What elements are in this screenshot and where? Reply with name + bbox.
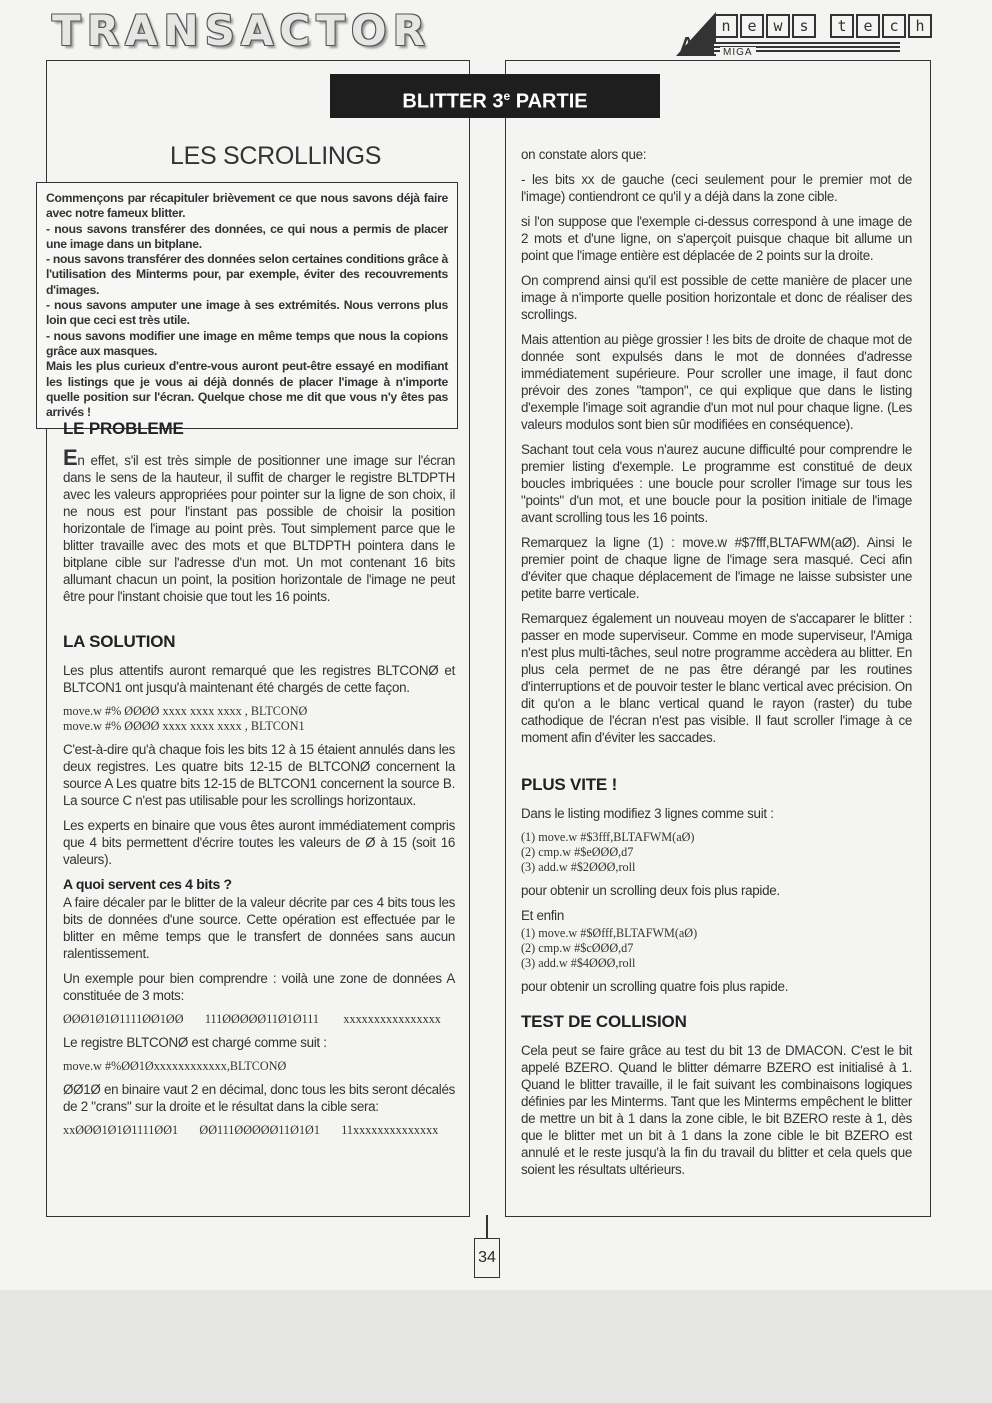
logo-letter: s (792, 14, 816, 38)
collision-paragraph: Cela peut se faire grâce au test du bit 13 de DMACON. C'est le bit appelé BZERO. Quand le blitter démarre BZERO est initialisé à 1. Quand le blitter travaille, il le fait suivant les combinaisons logiques définies par les Minterms. Tant que les Minterms empêchent le blitter de mettre un bit à 1 dans la zone cible, le bit BZERO reste à 1, dès que le blitter met un bit à 1 dans la zone cible le bit BZERO est annulé et le reste jusqu'à la fin du travail du blitter et cela quels que soient les résultats ultérieurs. (521, 1043, 912, 1177)
code-line: (1) move.w #$Øfff,BLTAFWM(aØ) (521, 926, 698, 940)
code-line: xxØØØ1Ø1Ø1111ØØ1 ØØ111ØØØØØ11Ø1Ø1 11xxxxxxxxxxxxxx (63, 1123, 439, 1137)
right-paragraph: Remarquez également un nouveau moyen de s'accaparer le blitter : passer en mode superviseur. Comme en mode superviseur, l'Amiga n'est plus multi-tâches, seul notre programme accèdera au blitter. En plus cela permet de ne pas être dérangé par les routines d'interruptions et de pouvoir tester le blanc vertical avec précision. On dit qu'on a le blanc vertical quand le rayon (raster) du tube cathodique de l'écran n'est pas visible. Il faut scroller l'image à ce moment afin d'éviter les saccades. (521, 611, 912, 745)
right-paragraph: Mais attention au piège grossier ! les bits de droite de chaque mot de donnée sont expulsés dans le mot de données d'adresse immédiatement supérieure. Pour scroller une image, il faut donc prévoir des zones "tampon", ce qui explique que dans le listing d'exemple l'image soit agrandie d'un mot nul pour chaque ligne. (Les valeurs modulos sont bien sûr modifiées en conséquence). (521, 332, 912, 432)
masthead-title: TRANSACTOR (52, 6, 431, 55)
code-line: (2) cmp.w #$cØØØ,d7 (521, 941, 634, 955)
intro-paragraph: - nous savons amputer une image à ses extrémités. Nous verrons plus loin que ceci est très utile. (46, 298, 448, 328)
intro-paragraph: Commençons par récapituler brièvement ce que nous savons déjà faire avec notre fameux blitter. (46, 191, 448, 221)
quoi-paragraph-3: Le registre BLTCONØ est chargé comme suit : (63, 1035, 327, 1050)
page-bottom-margin (0, 1290, 992, 1403)
right-column (521, 146, 912, 1186)
code-line: move.w #% ØØØØ xxxx xxxx xxxx , BLTCONØ (63, 704, 308, 718)
code-line: (1) move.w #$3fff,BLTAFWM(aØ) (521, 830, 695, 844)
code-line: (3) add.w #$2ØØØ,roll (521, 860, 636, 874)
logo-letters (714, 14, 932, 38)
probleme-text: n effet, s'il est très simple de positionner une image sur l'écran dans le sens de la hauteur, il suffit de charger le registre BLTDPTH avec les valeurs appropriées pour pointer sur la ligne de son choix, il ne nous est pour l'instant pas possible de choisir la position horizontale de l'image au point près. Tout simplement parce que le blitter travaille avec des mots et que BLTDPTH pointera dans le bitplane cible sur l'adresse d'un mot. Un mot contenant 16 bits allumant chacun un point, la position horizontale de l'image ne peut être pour l'instant choisie que tout les 16 points. (63, 453, 455, 604)
quoi-paragraph-2: Un exemple pour bien comprendre : voilà une zone de données A constituée de 3 mots: (63, 971, 455, 1003)
solution-paragraph-2: C'est-à-dire qu'à chaque fois les bits 12 à 15 étaient annulés dans les deux registres. Les quatre bits 12-15 de BLTCONØ concernent la source A Les quatre bits 12-15 de BLTCON1 concernent la source B. La source C n'est pas utilisable pour les scrollings horizontaux. (63, 742, 455, 808)
logo-miga-text: MIGA (720, 47, 756, 58)
right-paragraph: - les bits xx de gauche (ceci seulement pour le premier mot de l'image) contiendront ce qu'il y a déjà dans la zone cible. (521, 172, 912, 204)
plus-vite-paragraph: pour obtenir un scrolling deux fois plus rapide. (521, 883, 780, 898)
heading-solution: LA SOLUTION (63, 632, 176, 651)
banner-sup: e (503, 89, 511, 103)
quoi-paragraph-4: ØØ1Ø en binaire vaut 2 en décimal, donc tous les bits seront décalés de 2 "crans" sur la droite et le résultat dans la cible sera: (63, 1082, 455, 1114)
intro-paragraph: - nous savons transférer des données, ce qui nous a permis de placer une image dans un bitplane. (46, 221, 448, 251)
right-paragraph: On comprend ainsi qu'il est possible de cette manière de placer une image à n'importe quelle position horizontale et donc de réaliser des scrollings. (521, 273, 912, 322)
plus-vite-paragraph: pour obtenir un scrolling quatre fois plus rapide. (521, 979, 789, 994)
left-column (63, 420, 455, 1145)
code-data-zone (63, 1012, 455, 1027)
logo-miga-bar (714, 42, 900, 58)
amiga-news-tech-logo (676, 12, 925, 58)
solution-paragraph-3: Les experts en binaire que vous êtes auront immédiatement compris que 4 bits permettent d'écrire toutes les valeurs de Ø à 15 (soit 16 valeurs). (63, 818, 455, 867)
right-paragraph: Remarquez la ligne (1) : move.w #$7fff,BLTAFWM(aØ). Ainsi le premier point de chaque ligne de l'image sera masqué. Ceci afin d'éviter que chaque déplacement de l'image ne laisse subsister une petite barre verticale. (521, 535, 912, 601)
code-line: ØØØ1Ø1Ø1111ØØ1ØØ 111ØØØØØ11Ø1Ø111 xxxxxxxxxxxxxxxx (63, 1012, 441, 1026)
center-divider (486, 1215, 488, 1238)
intro-paragraph: - nous savons transférer des données selon certaines conditions grâce à l'utilisation des Minterms pour, par exemple, éviter des recouvrements d'images. (46, 252, 449, 297)
logo-letter: h (908, 14, 932, 38)
banner-text: BLITTER 3 (402, 90, 504, 113)
banner-text-2: PARTIE (510, 90, 588, 113)
logo-letter: t (830, 14, 854, 38)
intro-paragraph: Mais les plus curieux d'entre-vous auront peut-être essayé en modifiant les listings que je vous ai déjà donnés de placer l'image à n'importe quelle position sur l'écran. Quelque chose me dit que vous n'y êtes pas arrivés ! (46, 359, 448, 420)
section-title: LES SCROLLINGS (170, 142, 382, 170)
logo-gap (818, 14, 828, 34)
heading-collision: TEST DE COLLISION (521, 1012, 687, 1031)
page-number: 34 (474, 1238, 500, 1278)
logo-letter: e (740, 14, 764, 38)
intro-paragraph: - nous savons modifier une image en même temps que nous la copions grâce aux masques. (46, 328, 448, 358)
code-line: move.w #%ØØ1Øxxxxxxxxxxxx,BLTCONØ (63, 1059, 287, 1073)
code-block-bltcon (63, 704, 455, 734)
right-paragraph: Sachant tout cela vous n'aurez aucune difficulté pour comprendre le premier listing d'exemple. Le programme est constitué de deux boucles imbriquées : une boucle pour scroller l'image sur tous les "points" d'un mot, et une boucle pour la position initiale de l'image avant scrolling tous les 16 points. (521, 442, 912, 525)
code-line: (2) cmp.w #$eØØØ,d7 (521, 845, 634, 859)
logo-letter: w (766, 14, 790, 38)
heading-quoi: A quoi servent ces 4 bits ? (63, 876, 232, 892)
code-block-x4 (521, 926, 912, 971)
logo-letter: e (856, 14, 880, 38)
heading-plus-vite: PLUS VITE ! (521, 775, 618, 794)
code-bltcon0 (63, 1059, 455, 1074)
heading-probleme: LE PROBLEME (63, 419, 184, 438)
intro-box (36, 182, 458, 429)
code-line: (3) add.w #$4ØØØ,roll (521, 956, 636, 970)
code-line: move.w #% ØØØØ xxxx xxxx xxxx , BLTCON1 (63, 719, 305, 733)
code-block-x2 (521, 830, 912, 875)
article-banner (330, 74, 660, 118)
quoi-paragraph-1: A faire décaler par le blitter de la valeur décrite par ces 4 bits tous les bits de données d'une source. Cette opération est effectuée par le blitter en même temps que le transfert de données sans aucun ralentissement. (63, 895, 455, 961)
right-paragraph: on constate alors que: (521, 147, 647, 162)
right-paragraph: si l'on suppose que l'exemple ci-dessus correspond à une image de 2 mots et d'une ligne, on s'aperçoit puisque chaque bit allume un point que l'image entière est déplacée de 2 points sur la droite. (521, 214, 912, 263)
solution-paragraph-1: Les plus attentifs auront remarqué que les registres BLTCONØ et BLTCON1 ont jusqu'à maintenant été chargés de cette façon. (63, 663, 455, 695)
plus-vite-paragraph: Dans le listing modifiez 3 lignes comme suit : (521, 806, 774, 821)
probleme-paragraph (63, 445, 455, 605)
plus-vite-paragraph: Et enfin (521, 908, 565, 923)
logo-a-letter: A (680, 34, 695, 56)
logo-letter: n (714, 14, 738, 38)
dropcap: E (63, 445, 78, 470)
logo-letter: c (882, 14, 906, 38)
code-result (63, 1123, 455, 1138)
